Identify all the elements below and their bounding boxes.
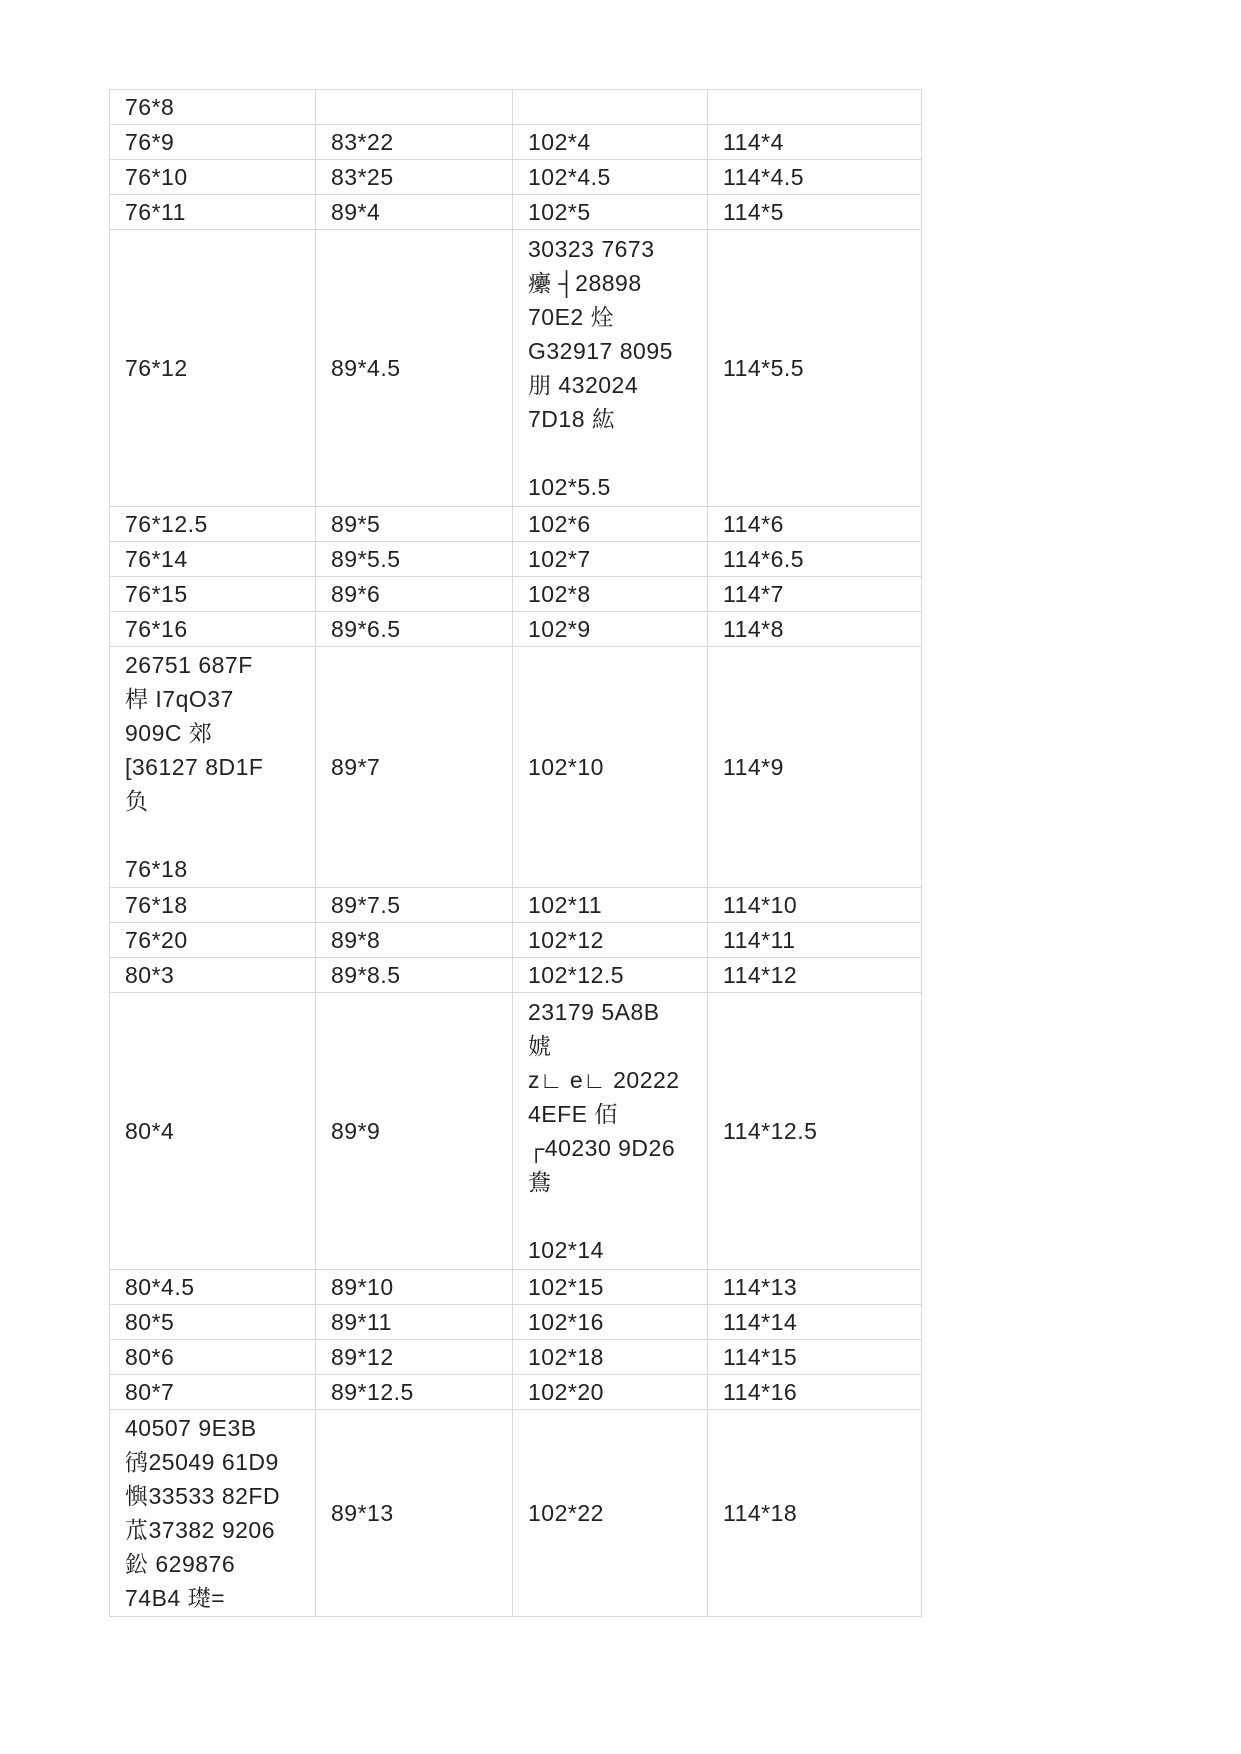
table-row — [110, 958, 922, 993]
table-cell: 102*6 — [513, 507, 708, 542]
table-cell: 89*7 — [316, 647, 513, 888]
table-cell: 80*4.5 — [110, 1270, 316, 1305]
table-cell: 114*12 — [708, 958, 922, 993]
table-cell: 114*12.5 — [708, 993, 922, 1270]
table-cell: 102*11 — [513, 888, 708, 923]
table-cell: 89*5 — [316, 507, 513, 542]
table-cell: 89*12.5 — [316, 1375, 513, 1410]
table-cell: 89*4 — [316, 195, 513, 230]
table-cell: 102*12 — [513, 923, 708, 958]
table-cell: 102*22 — [513, 1410, 708, 1617]
table-cell: 89*12 — [316, 1340, 513, 1375]
table-cell: 89*11 — [316, 1305, 513, 1340]
table-cell: 76*15 — [110, 577, 316, 612]
table-cell: 89*4.5 — [316, 230, 513, 507]
table-row — [110, 230, 922, 507]
table-cell: 76*16 — [110, 612, 316, 647]
table-cell: 114*6 — [708, 507, 922, 542]
table-cell: 102*12.5 — [513, 958, 708, 993]
table-row — [110, 993, 922, 1270]
table-cell: 102*20 — [513, 1375, 708, 1410]
table-cell: 114*6.5 — [708, 542, 922, 577]
table-cell: 26751 687F 桿 I7qO37 909C 郊 [36127 8D1F 负 76*18 — [110, 647, 316, 888]
table-row — [110, 90, 922, 125]
table-cell: 80*3 — [110, 958, 316, 993]
table-cell: 102*8 — [513, 577, 708, 612]
table-cell: 114*9 — [708, 647, 922, 888]
spec-table — [109, 89, 922, 1617]
table-cell: 80*6 — [110, 1340, 316, 1375]
table-cell: 76*14 — [110, 542, 316, 577]
table-cell: 102*15 — [513, 1270, 708, 1305]
table-row — [110, 195, 922, 230]
table-cell: 102*16 — [513, 1305, 708, 1340]
table-cell: 76*12.5 — [110, 507, 316, 542]
table-row — [110, 1375, 922, 1410]
table-cell: 76*12 — [110, 230, 316, 507]
table-cell: 114*4.5 — [708, 160, 922, 195]
table-cell: 102*4.5 — [513, 160, 708, 195]
table-cell: 114*5 — [708, 195, 922, 230]
table-cell — [708, 90, 922, 125]
table-cell: 114*13 — [708, 1270, 922, 1305]
table-cell: 114*15 — [708, 1340, 922, 1375]
table-cell: 30323 7673 癳 ┤28898 70E2 烇 G32917 8095 朋 432024 7D18 紘 102*5.5 — [513, 230, 708, 507]
table-cell: 89*5.5 — [316, 542, 513, 577]
table-row — [110, 1305, 922, 1340]
table-cell: 80*4 — [110, 993, 316, 1270]
table-cell: 102*4 — [513, 125, 708, 160]
table-row — [110, 160, 922, 195]
table-cell: 89*7.5 — [316, 888, 513, 923]
table-cell: 76*11 — [110, 195, 316, 230]
table-cell: 83*22 — [316, 125, 513, 160]
table-row — [110, 1340, 922, 1375]
table-cell: 89*8 — [316, 923, 513, 958]
table-cell: 76*9 — [110, 125, 316, 160]
table-cell: 76*18 — [110, 888, 316, 923]
table-cell: 114*10 — [708, 888, 922, 923]
table-cell: 102*10 — [513, 647, 708, 888]
table-cell — [513, 90, 708, 125]
table-cell: 114*4 — [708, 125, 922, 160]
table-cell: 76*20 — [110, 923, 316, 958]
table-cell: 114*11 — [708, 923, 922, 958]
table-cell: 76*10 — [110, 160, 316, 195]
table-row — [110, 612, 922, 647]
table-cell: 83*25 — [316, 160, 513, 195]
table-cell: 114*5.5 — [708, 230, 922, 507]
table-row — [110, 1410, 922, 1617]
table-cell: 114*7 — [708, 577, 922, 612]
table-cell: 40507 9E3B 鸻25049 61D9 懙33533 82FD 苽37382 9206 鈆 629876 74B4 璴= — [110, 1410, 316, 1617]
table-row — [110, 888, 922, 923]
table-cell: 89*9 — [316, 993, 513, 1270]
table-cell: 23179 5A8B 婋 z∟ e∟ 20222 4EFE 佰 ┌40230 9D26 鴦 102*14 — [513, 993, 708, 1270]
table-cell: 114*16 — [708, 1375, 922, 1410]
table-row — [110, 577, 922, 612]
table-row — [110, 923, 922, 958]
table-cell: 102*5 — [513, 195, 708, 230]
table-cell: 76*8 — [110, 90, 316, 125]
table-cell: 102*7 — [513, 542, 708, 577]
table-row — [110, 125, 922, 160]
table-cell: 102*18 — [513, 1340, 708, 1375]
table-cell: 102*9 — [513, 612, 708, 647]
table-cell: 80*5 — [110, 1305, 316, 1340]
table-row — [110, 647, 922, 888]
table-cell — [316, 90, 513, 125]
table-row — [110, 542, 922, 577]
table-cell: 89*6 — [316, 577, 513, 612]
table-cell: 89*10 — [316, 1270, 513, 1305]
table-cell: 114*8 — [708, 612, 922, 647]
table-body — [110, 90, 922, 1617]
table-cell: 89*6.5 — [316, 612, 513, 647]
table-cell: 89*8.5 — [316, 958, 513, 993]
table-cell: 114*18 — [708, 1410, 922, 1617]
table-row — [110, 507, 922, 542]
table-cell: 114*14 — [708, 1305, 922, 1340]
table-row — [110, 1270, 922, 1305]
table-cell: 89*13 — [316, 1410, 513, 1617]
table-cell: 80*7 — [110, 1375, 316, 1410]
